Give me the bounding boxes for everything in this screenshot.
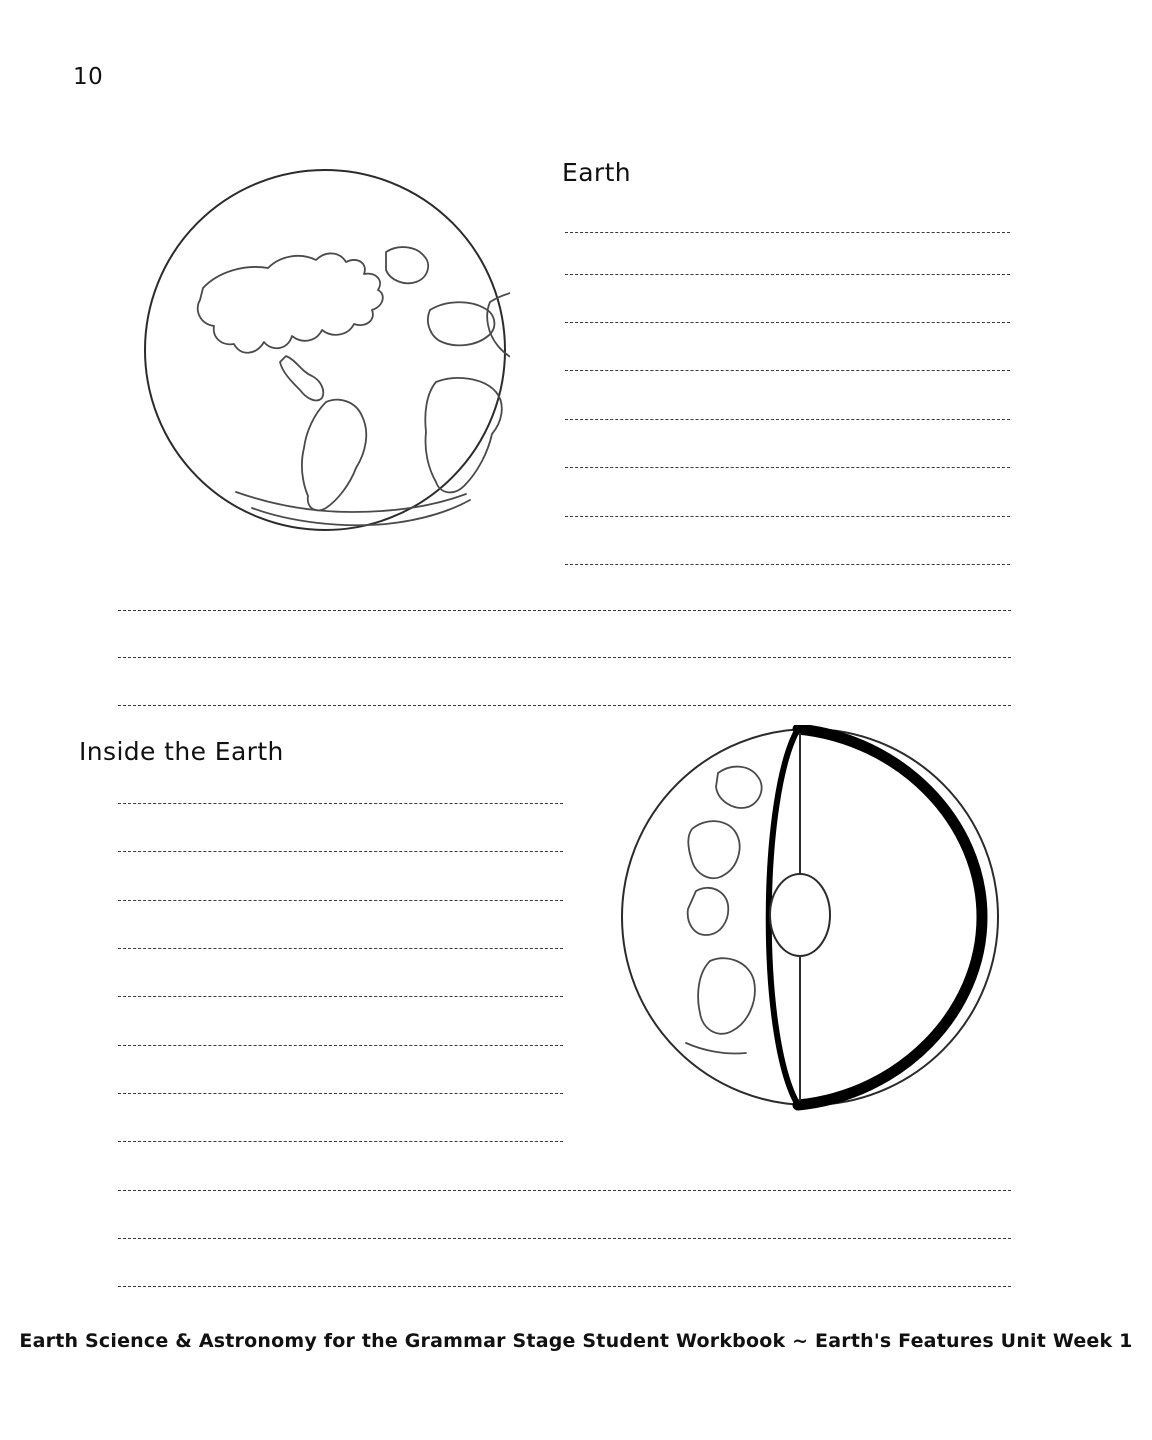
writing-line-inside[interactable]	[118, 996, 563, 997]
writing-line-earth[interactable]	[565, 516, 1010, 517]
section-heading-earth: Earth	[562, 158, 632, 187]
earth-globe-illustration	[140, 160, 510, 540]
writing-line-earth-full[interactable]	[118, 657, 1011, 658]
writing-line-inside[interactable]	[118, 851, 563, 852]
writing-line-inside[interactable]	[118, 803, 563, 804]
earth-cross-section-illustration	[600, 725, 1020, 1135]
writing-line-earth[interactable]	[565, 322, 1010, 323]
writing-line-inside[interactable]	[118, 1141, 563, 1142]
writing-line-inside-full[interactable]	[118, 1286, 1011, 1287]
writing-line-inside[interactable]	[118, 948, 563, 949]
writing-line-inside-full[interactable]	[118, 1190, 1011, 1191]
writing-line-inside[interactable]	[118, 1093, 563, 1094]
writing-line-earth[interactable]	[565, 370, 1010, 371]
section-heading-inside-the-earth: Inside the Earth	[79, 737, 284, 766]
writing-line-inside[interactable]	[118, 1045, 563, 1046]
writing-line-earth[interactable]	[565, 274, 1010, 275]
writing-line-earth-full[interactable]	[118, 610, 1011, 611]
writing-line-earth-full[interactable]	[118, 705, 1011, 706]
writing-line-earth[interactable]	[565, 564, 1010, 565]
page-footer: Earth Science & Astronomy for the Grammar Stage Student Workbook ~ Earth's Features Unit Week 1	[19, 1330, 1133, 1352]
writing-line-earth[interactable]	[565, 232, 1010, 233]
writing-line-inside-full[interactable]	[118, 1238, 1011, 1239]
writing-line-earth[interactable]	[565, 467, 1010, 468]
writing-line-earth[interactable]	[565, 419, 1010, 420]
page-number: 10	[73, 64, 104, 90]
writing-line-inside[interactable]	[118, 900, 563, 901]
